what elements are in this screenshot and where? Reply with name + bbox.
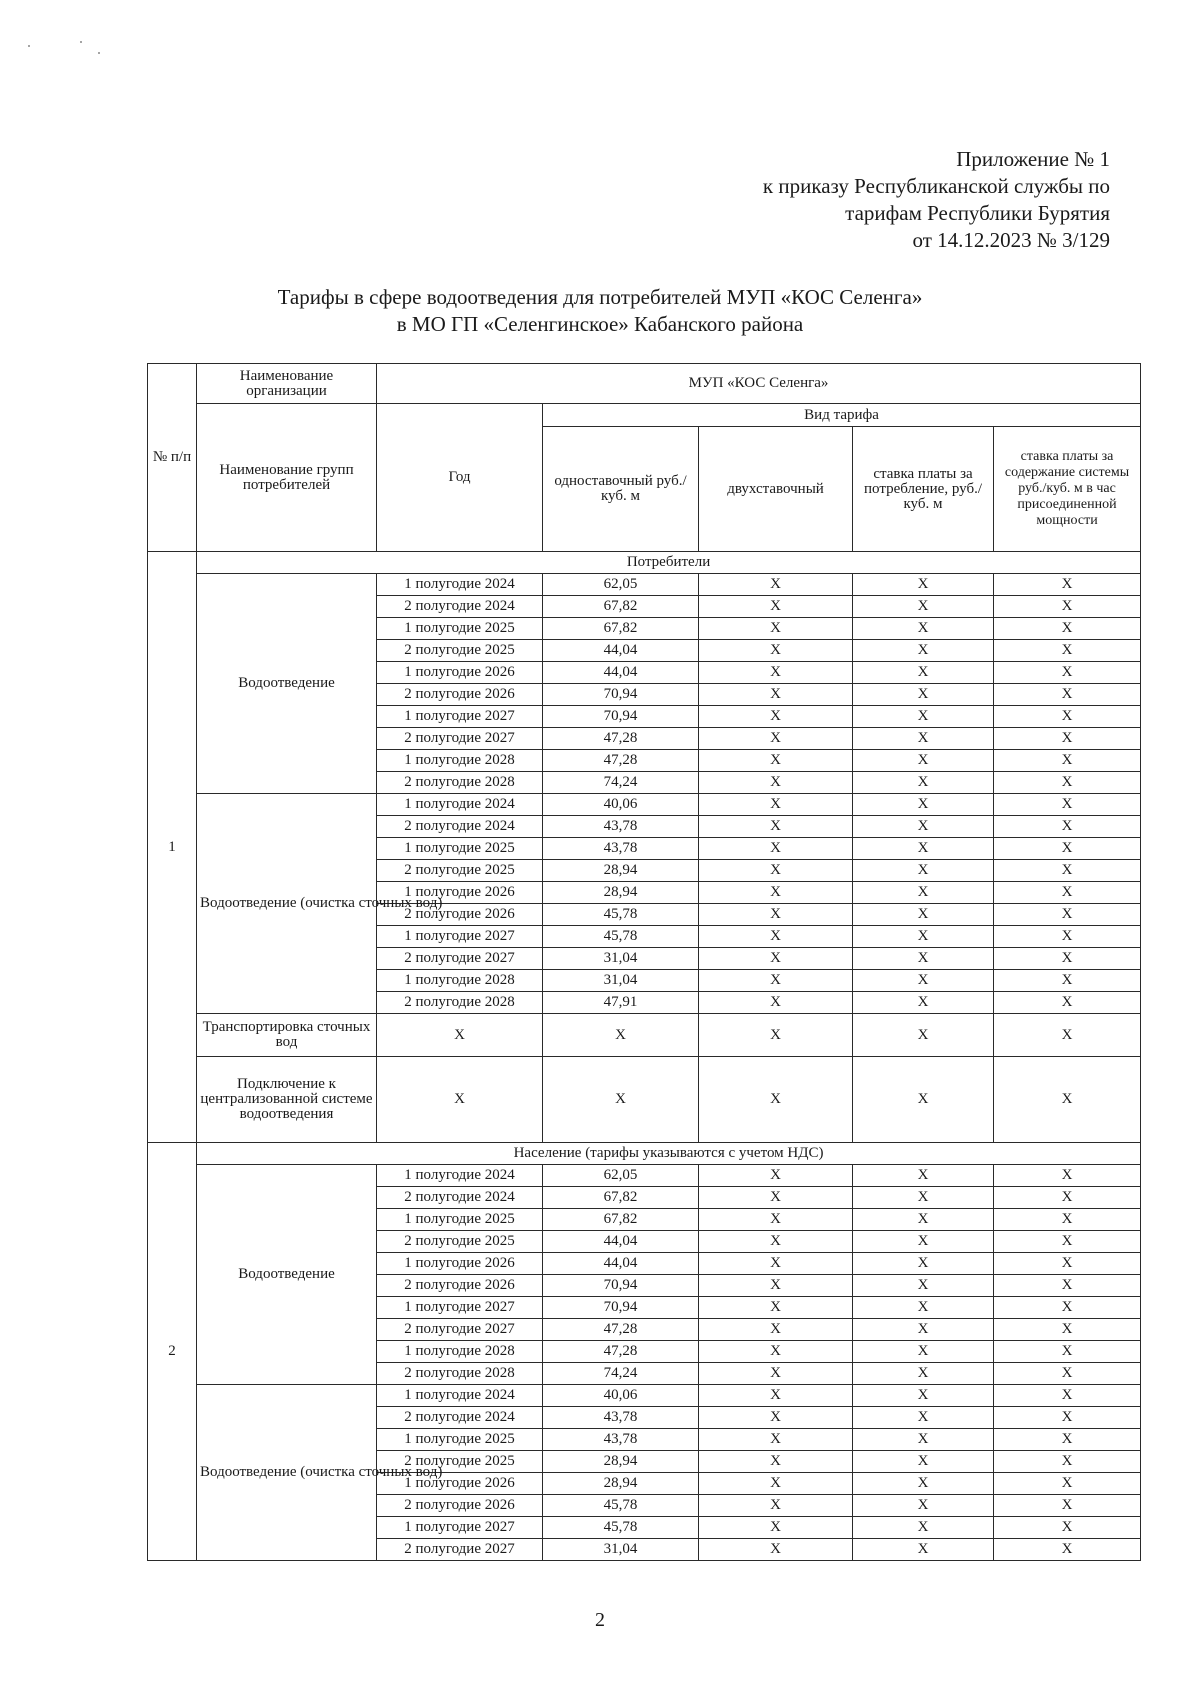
period-cell: 1 полугодие 2024 <box>377 1385 543 1407</box>
capacity-rate-mark: X <box>994 1385 1141 1407</box>
period-cell: 2 полугодие 2025 <box>377 1231 543 1253</box>
consumption-rate-mark: X <box>853 1187 994 1209</box>
consumption-rate-mark: X <box>853 750 994 772</box>
table-row <box>148 574 1141 596</box>
capacity-rate-mark: X <box>994 838 1141 860</box>
capacity-rate-mark: X <box>994 1407 1141 1429</box>
period-cell: 1 полугодие 2026 <box>377 662 543 684</box>
capacity-rate-mark: X <box>994 1517 1141 1539</box>
single-rate-header: одноставочный руб./ куб. м <box>543 427 699 552</box>
group-name: Водоотведение <box>197 1165 377 1385</box>
single-rate-value: 74,24 <box>543 772 699 794</box>
single-rate-value: 67,82 <box>543 1187 699 1209</box>
single-rate-value: 31,04 <box>543 1539 699 1561</box>
two-rate-mark: X <box>699 618 853 640</box>
two-rate-mark: X <box>699 1517 853 1539</box>
two-rate-mark: X <box>699 684 853 706</box>
consumption-rate-mark: X <box>853 992 994 1014</box>
consumption-rate-header: ставка платы за потребление, руб./ куб. м <box>853 427 994 552</box>
consumption-rate-mark: X <box>853 1495 994 1517</box>
single-rate-value: 70,94 <box>543 1297 699 1319</box>
consumption-rate-mark: X <box>853 1363 994 1385</box>
single-rate-value: 47,28 <box>543 1319 699 1341</box>
two-rate-mark: X <box>699 904 853 926</box>
scan-speck <box>98 52 100 54</box>
single-rate-value: 47,91 <box>543 992 699 1014</box>
two-rate-mark: X <box>699 970 853 992</box>
not-applicable-mark: X <box>543 1014 699 1057</box>
capacity-rate-mark: X <box>994 728 1141 750</box>
capacity-rate-mark: X <box>994 662 1141 684</box>
section-title: Потребители <box>197 552 1141 574</box>
table-row <box>148 1385 1141 1407</box>
capacity-rate-mark: X <box>994 816 1141 838</box>
period-cell: 1 полугодие 2028 <box>377 750 543 772</box>
period-cell: 1 полугодие 2027 <box>377 1517 543 1539</box>
two-rate-mark: X <box>699 1473 853 1495</box>
section-title: Население (тарифы указываются с учетом НДС) <box>197 1143 1141 1165</box>
period-cell: 1 полугодие 2024 <box>377 1165 543 1187</box>
consumption-rate-mark: X <box>853 772 994 794</box>
single-rate-value: 43,78 <box>543 1429 699 1451</box>
capacity-rate-mark: X <box>994 882 1141 904</box>
consumption-rate-mark: X <box>853 728 994 750</box>
section-number: 1 <box>148 552 197 1143</box>
consumption-rate-mark: X <box>853 596 994 618</box>
consumption-rate-mark: X <box>853 1209 994 1231</box>
capacity-rate-mark: X <box>994 904 1141 926</box>
capacity-rate-mark: X <box>994 1341 1141 1363</box>
period-cell: 1 полугодие 2028 <box>377 970 543 992</box>
org-label-header: Наименование организации <box>197 364 377 404</box>
single-rate-value: 31,04 <box>543 970 699 992</box>
consumption-rate-mark: X <box>853 662 994 684</box>
capacity-rate-mark: X <box>994 750 1141 772</box>
two-rate-mark: X <box>699 728 853 750</box>
period-cell: 2 полугодие 2025 <box>377 640 543 662</box>
capacity-rate-mark: X <box>994 684 1141 706</box>
consumption-rate-mark: X <box>853 838 994 860</box>
capacity-rate-mark: X <box>994 1495 1141 1517</box>
not-applicable-mark: X <box>699 1057 853 1143</box>
consumption-rate-mark: X <box>853 882 994 904</box>
single-rate-value: 44,04 <box>543 640 699 662</box>
two-rate-mark: X <box>699 1165 853 1187</box>
not-applicable-mark: X <box>994 1057 1141 1143</box>
two-rate-mark: X <box>699 1231 853 1253</box>
period-cell: 2 полугодие 2027 <box>377 1319 543 1341</box>
single-rate-value: 28,94 <box>543 860 699 882</box>
two-rate-mark: X <box>699 662 853 684</box>
period-cell: 1 полугодие 2027 <box>377 706 543 728</box>
two-rate-mark: X <box>699 838 853 860</box>
period-cell: 2 полугодие 2025 <box>377 1451 543 1473</box>
appendix-line: от 14.12.2023 № 3/129 <box>912 228 1110 252</box>
consumption-rate-mark: X <box>853 1473 994 1495</box>
num-header: № п/п <box>148 364 197 552</box>
capacity-rate-mark: X <box>994 1319 1141 1341</box>
single-rate-value: 70,94 <box>543 706 699 728</box>
two-rate-mark: X <box>699 1495 853 1517</box>
appendix-reference <box>763 146 1110 254</box>
group-name: Водоотведение <box>197 574 377 794</box>
two-rate-mark: X <box>699 1187 853 1209</box>
single-rate-value: 45,78 <box>543 926 699 948</box>
appendix-line: к приказу Республиканской службы по <box>762 174 1110 198</box>
single-rate-value: 28,94 <box>543 1473 699 1495</box>
single-rate-value: 70,94 <box>543 684 699 706</box>
period-cell: 2 полугодие 2027 <box>377 1539 543 1561</box>
consumption-rate-mark: X <box>853 1407 994 1429</box>
not-applicable-mark: X <box>377 1014 543 1057</box>
single-rate-value: 40,06 <box>543 794 699 816</box>
period-cell: 1 полугодие 2026 <box>377 1473 543 1495</box>
two-rate-mark: X <box>699 596 853 618</box>
consumption-rate-mark: X <box>853 860 994 882</box>
two-rate-mark: X <box>699 1341 853 1363</box>
single-rate-value: 43,78 <box>543 816 699 838</box>
capacity-rate-mark: X <box>994 860 1141 882</box>
table-row <box>148 1165 1141 1187</box>
not-applicable-mark: X <box>853 1014 994 1057</box>
two-rate-mark: X <box>699 640 853 662</box>
single-rate-value: 62,05 <box>543 1165 699 1187</box>
consumption-rate-mark: X <box>853 1451 994 1473</box>
header-row <box>148 404 1141 427</box>
consumption-rate-mark: X <box>853 1539 994 1561</box>
groups-label-header: Наименование групп потребителей <box>197 404 377 552</box>
appendix-line: тарифам Республики Бурятия <box>845 201 1110 225</box>
consumption-rate-mark: X <box>853 574 994 596</box>
connection-label: Подключение к централизованной системе водоотведения <box>197 1057 377 1143</box>
capacity-rate-mark: X <box>994 926 1141 948</box>
two-rate-mark: X <box>699 1319 853 1341</box>
capacity-rate-mark: X <box>994 1429 1141 1451</box>
consumption-rate-mark: X <box>853 1385 994 1407</box>
capacity-rate-mark: X <box>994 1209 1141 1231</box>
table-row <box>148 1014 1141 1057</box>
consumption-rate-mark: X <box>853 948 994 970</box>
period-cell: 1 полугодие 2025 <box>377 838 543 860</box>
single-rate-value: 44,04 <box>543 662 699 684</box>
consumption-rate-mark: X <box>853 706 994 728</box>
single-rate-value: 47,28 <box>543 728 699 750</box>
period-cell: 1 полугодие 2025 <box>377 1429 543 1451</box>
table-row <box>148 552 1141 574</box>
two-rate-mark: X <box>699 1385 853 1407</box>
scan-speck <box>28 45 30 47</box>
period-cell: 2 полугодие 2025 <box>377 860 543 882</box>
page-number: 2 <box>595 1609 605 1631</box>
not-applicable-mark: X <box>699 1014 853 1057</box>
table-row <box>148 1057 1141 1143</box>
two-rate-mark: X <box>699 1253 853 1275</box>
period-cell: 2 полугодие 2026 <box>377 904 543 926</box>
two-rate-mark: X <box>699 1429 853 1451</box>
capacity-rate-header: ставка платы за содержание системы руб./куб. м в час присоединенной мощности <box>994 427 1141 552</box>
table-row <box>148 794 1141 816</box>
capacity-rate-mark: X <box>994 1165 1141 1187</box>
period-cell: 2 полугодие 2027 <box>377 948 543 970</box>
tariff-kind-header: Вид тарифа <box>543 404 1141 427</box>
not-applicable-mark: X <box>853 1057 994 1143</box>
single-rate-value: 47,28 <box>543 750 699 772</box>
org-name-header: МУП «КОС Селенга» <box>377 364 1141 404</box>
appendix-line: Приложение № 1 <box>956 147 1110 171</box>
single-rate-value: 67,82 <box>543 1209 699 1231</box>
capacity-rate-mark: X <box>994 618 1141 640</box>
consumption-rate-mark: X <box>853 1253 994 1275</box>
single-rate-value: 47,28 <box>543 1341 699 1363</box>
capacity-rate-mark: X <box>994 1297 1141 1319</box>
period-cell: 1 полугодие 2027 <box>377 926 543 948</box>
period-cell: 1 полугодие 2026 <box>377 1253 543 1275</box>
section-number: 2 <box>148 1143 197 1561</box>
single-rate-value: 44,04 <box>543 1253 699 1275</box>
two-rate-mark: X <box>699 794 853 816</box>
scan-speck <box>80 41 82 43</box>
two-rate-mark: X <box>699 926 853 948</box>
two-rate-mark: X <box>699 1275 853 1297</box>
capacity-rate-mark: X <box>994 1539 1141 1561</box>
not-applicable-mark: X <box>543 1057 699 1143</box>
period-cell: 2 полугодие 2024 <box>377 596 543 618</box>
period-cell: 2 полугодие 2028 <box>377 772 543 794</box>
two-rate-mark: X <box>699 772 853 794</box>
consumption-rate-mark: X <box>853 970 994 992</box>
period-cell: 2 полугодие 2024 <box>377 1407 543 1429</box>
capacity-rate-mark: X <box>994 1473 1141 1495</box>
two-rate-mark: X <box>699 992 853 1014</box>
consumption-rate-mark: X <box>853 1319 994 1341</box>
period-cell: 2 полугодие 2024 <box>377 816 543 838</box>
period-cell: 1 полугодие 2026 <box>377 882 543 904</box>
single-rate-value: 45,78 <box>543 1495 699 1517</box>
single-rate-value: 44,04 <box>543 1231 699 1253</box>
header-row <box>148 364 1141 404</box>
two-rate-mark: X <box>699 816 853 838</box>
period-cell: 1 полугодие 2024 <box>377 574 543 596</box>
capacity-rate-mark: X <box>994 948 1141 970</box>
capacity-rate-mark: X <box>994 1187 1141 1209</box>
single-rate-value: 43,78 <box>543 838 699 860</box>
period-cell: 1 полугодие 2025 <box>377 1209 543 1231</box>
period-cell: 2 полугодие 2024 <box>377 1187 543 1209</box>
consumption-rate-mark: X <box>853 640 994 662</box>
title-line: в МО ГП «Селенгинское» Кабанского района <box>396 312 804 336</box>
not-applicable-mark: X <box>377 1057 543 1143</box>
single-rate-value: 62,05 <box>543 574 699 596</box>
two-rate-mark: X <box>699 1209 853 1231</box>
single-rate-value: 67,82 <box>543 596 699 618</box>
consumption-rate-mark: X <box>853 816 994 838</box>
period-cell: 2 полугодие 2026 <box>377 1275 543 1297</box>
title-line: Тарифы в сфере водоотведения для потребителей МУП «КОС Селенга» <box>277 285 923 309</box>
capacity-rate-mark: X <box>994 706 1141 728</box>
two-rate-mark: X <box>699 750 853 772</box>
capacity-rate-mark: X <box>994 1275 1141 1297</box>
period-cell: 2 полугодие 2028 <box>377 1363 543 1385</box>
period-cell: 1 полугодие 2024 <box>377 794 543 816</box>
capacity-rate-mark: X <box>994 574 1141 596</box>
single-rate-value: 67,82 <box>543 618 699 640</box>
capacity-rate-mark: X <box>994 772 1141 794</box>
consumption-rate-mark: X <box>853 1341 994 1363</box>
period-cell: 2 полугодие 2026 <box>377 1495 543 1517</box>
two-rate-mark: X <box>699 574 853 596</box>
capacity-rate-mark: X <box>994 1363 1141 1385</box>
two-rate-mark: X <box>699 948 853 970</box>
consumption-rate-mark: X <box>853 1297 994 1319</box>
document-title <box>0 284 1200 338</box>
period-cell: 2 полугодие 2028 <box>377 992 543 1014</box>
group-name: Водоотведение (очистка сточных вод) <box>197 1385 377 1561</box>
consumption-rate-mark: X <box>853 1275 994 1297</box>
consumption-rate-mark: X <box>853 794 994 816</box>
single-rate-value: 40,06 <box>543 1385 699 1407</box>
single-rate-value: 28,94 <box>543 882 699 904</box>
consumption-rate-mark: X <box>853 618 994 640</box>
two-rate-mark: X <box>699 1407 853 1429</box>
capacity-rate-mark: X <box>994 1231 1141 1253</box>
tariff-table <box>147 363 1141 1561</box>
consumption-rate-mark: X <box>853 926 994 948</box>
year-header: Год <box>377 404 543 552</box>
consumption-rate-mark: X <box>853 1165 994 1187</box>
two-rate-mark: X <box>699 706 853 728</box>
single-rate-value: 74,24 <box>543 1363 699 1385</box>
tariff-table-body <box>148 364 1141 1561</box>
capacity-rate-mark: X <box>994 794 1141 816</box>
capacity-rate-mark: X <box>994 970 1141 992</box>
two-rate-mark: X <box>699 1451 853 1473</box>
two-rate-mark: X <box>699 1297 853 1319</box>
single-rate-value: 31,04 <box>543 948 699 970</box>
consumption-rate-mark: X <box>853 1231 994 1253</box>
two-rate-header: двухставочный <box>699 427 853 552</box>
capacity-rate-mark: X <box>994 596 1141 618</box>
two-rate-mark: X <box>699 860 853 882</box>
consumption-rate-mark: X <box>853 1517 994 1539</box>
capacity-rate-mark: X <box>994 1451 1141 1473</box>
consumption-rate-mark: X <box>853 1429 994 1451</box>
single-rate-value: 45,78 <box>543 1517 699 1539</box>
group-name: Водоотведение (очистка сточных вод) <box>197 794 377 1014</box>
consumption-rate-mark: X <box>853 904 994 926</box>
single-rate-value: 45,78 <box>543 904 699 926</box>
single-rate-value: 70,94 <box>543 1275 699 1297</box>
period-cell: 1 полугодие 2025 <box>377 618 543 640</box>
single-rate-value: 43,78 <box>543 1407 699 1429</box>
not-applicable-mark: X <box>994 1014 1141 1057</box>
two-rate-mark: X <box>699 1363 853 1385</box>
period-cell: 1 полугодие 2028 <box>377 1341 543 1363</box>
capacity-rate-mark: X <box>994 992 1141 1014</box>
consumption-rate-mark: X <box>853 684 994 706</box>
period-cell: 2 полугодие 2026 <box>377 684 543 706</box>
single-rate-value: 28,94 <box>543 1451 699 1473</box>
period-cell: 2 полугодие 2027 <box>377 728 543 750</box>
table-row <box>148 1143 1141 1165</box>
capacity-rate-mark: X <box>994 640 1141 662</box>
transport-label: Транспортировка сточных вод <box>197 1014 377 1057</box>
period-cell: 1 полугодие 2027 <box>377 1297 543 1319</box>
capacity-rate-mark: X <box>994 1253 1141 1275</box>
two-rate-mark: X <box>699 882 853 904</box>
two-rate-mark: X <box>699 1539 853 1561</box>
